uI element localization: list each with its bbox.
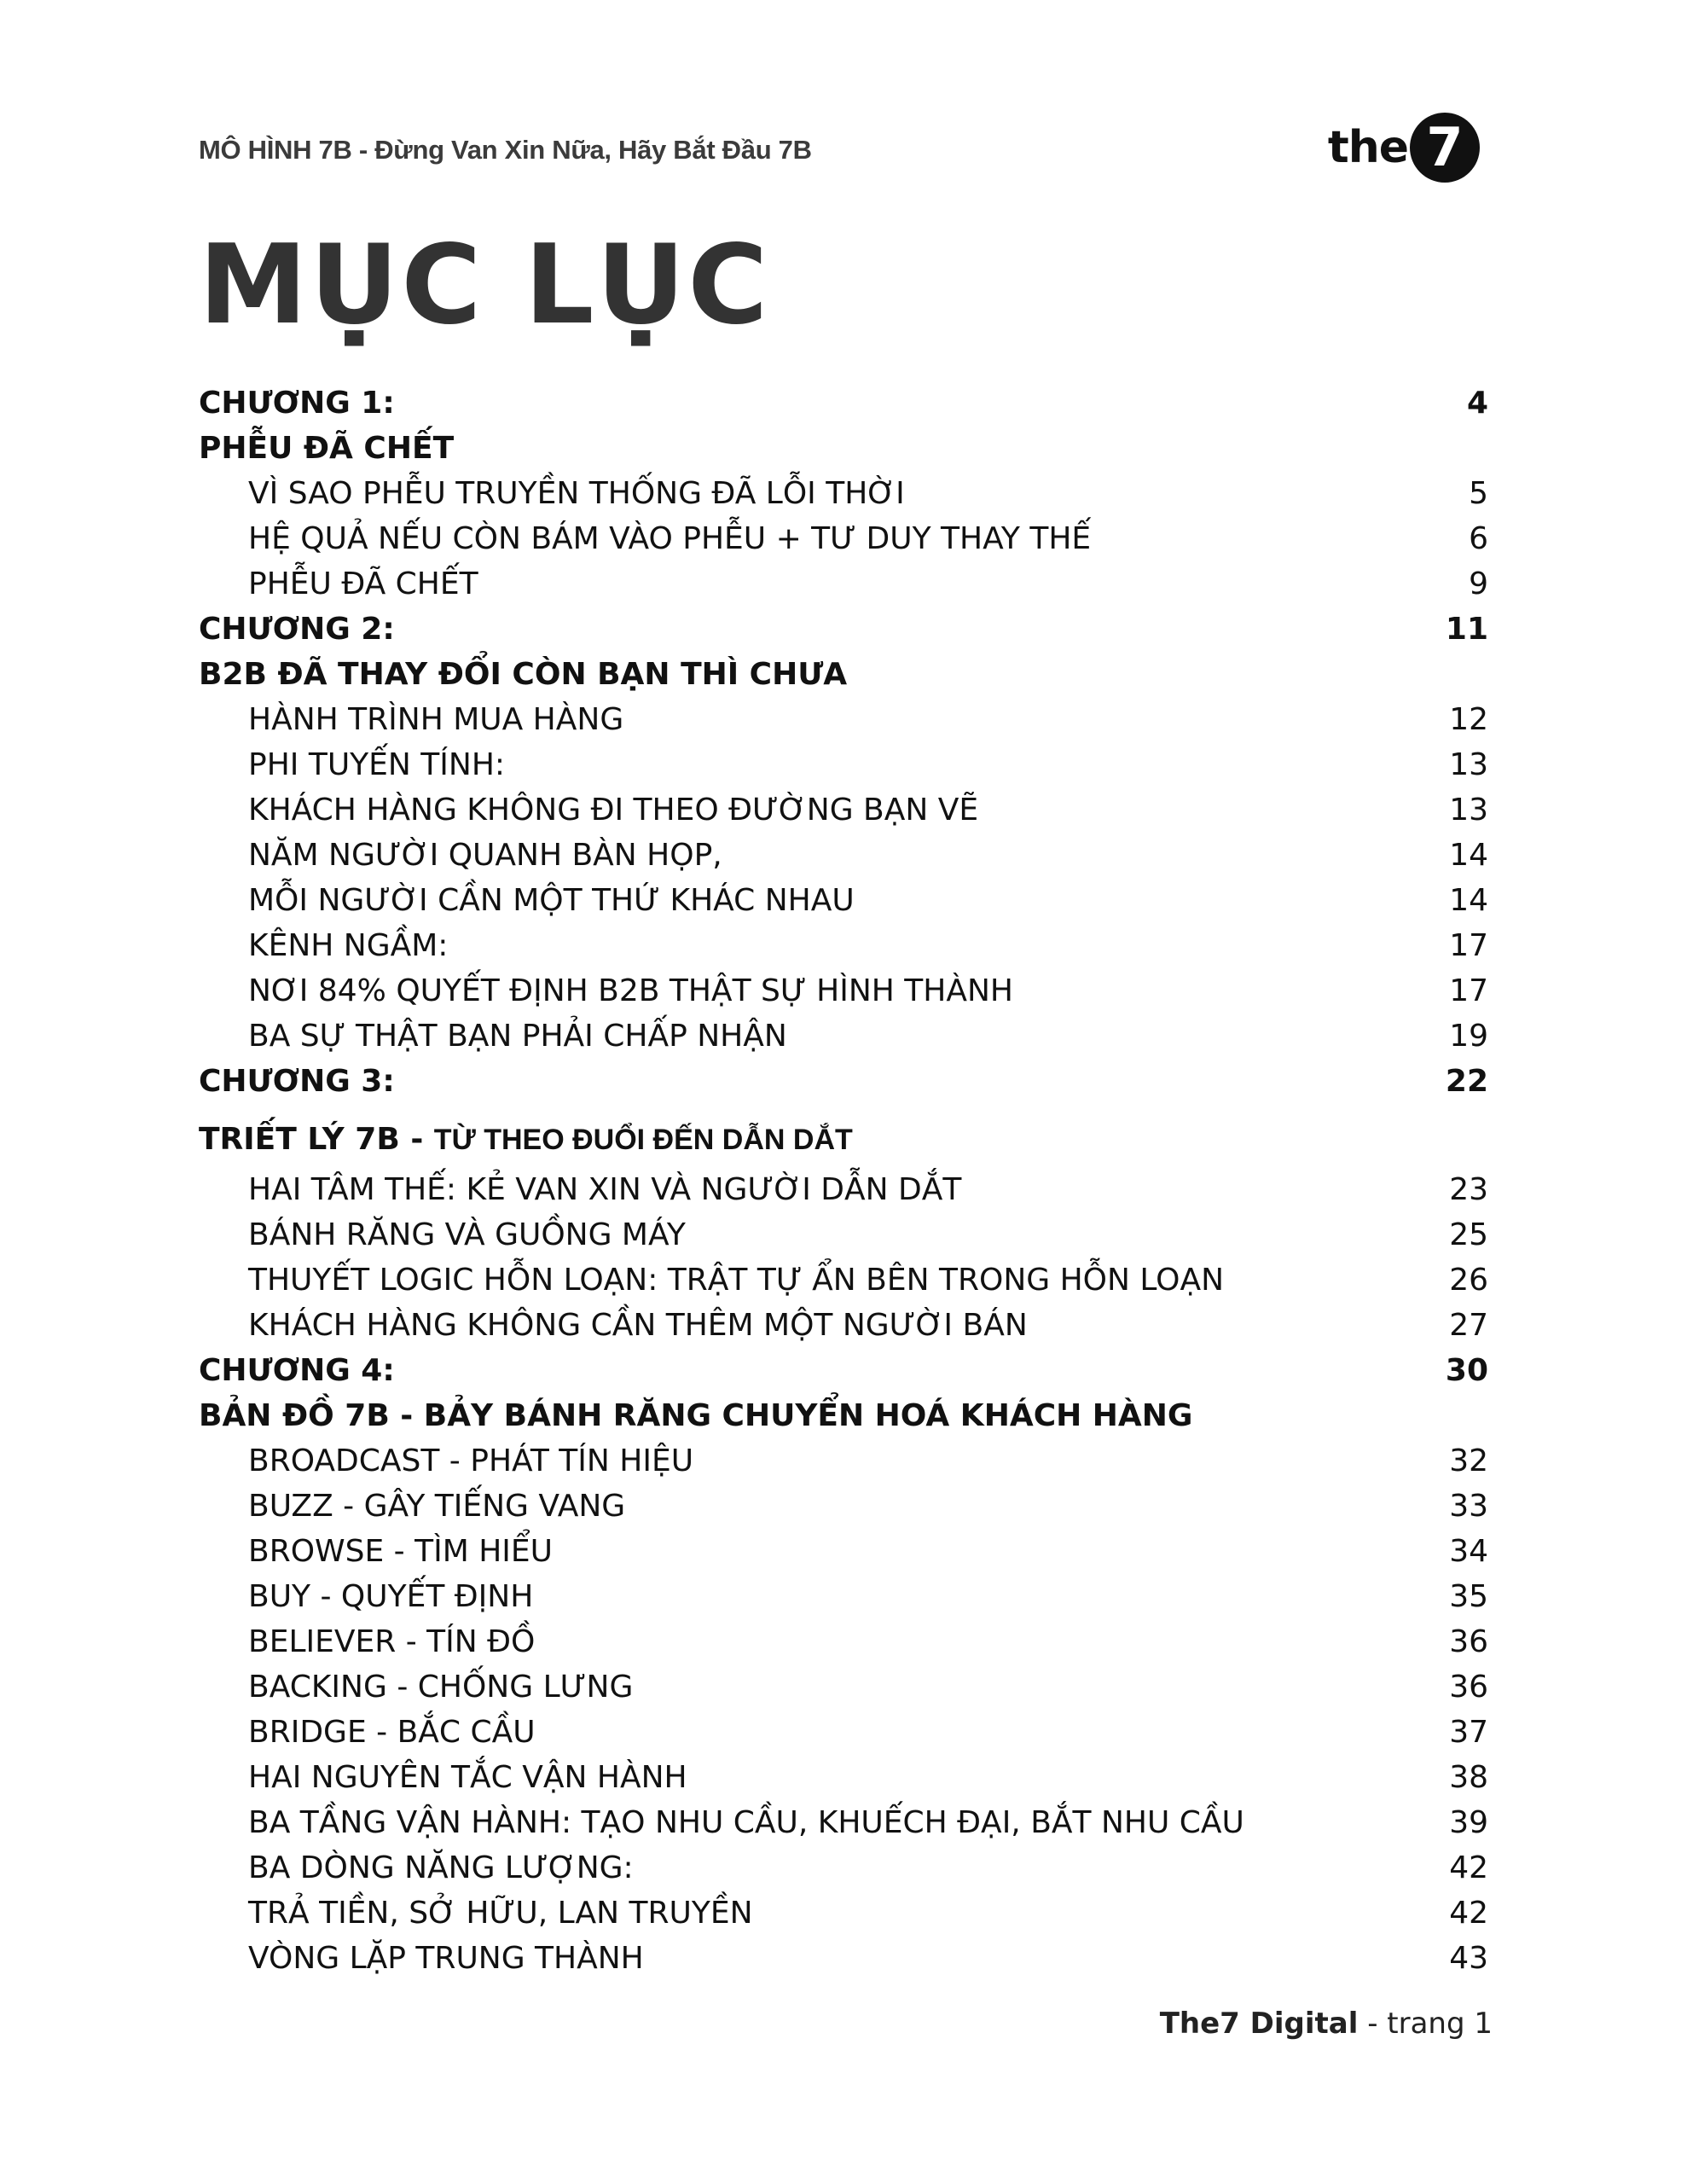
toc-page-number: 30 (1445, 1353, 1488, 1388)
toc-entry[interactable] (199, 1845, 1488, 1891)
toc-entry[interactable] (199, 516, 1488, 561)
toc-chapter-heading[interactable] (199, 1104, 1488, 1167)
toc-page-number: 38 (1449, 1760, 1488, 1795)
toc-page-number: 37 (1449, 1715, 1488, 1750)
toc-page-number: 39 (1449, 1805, 1488, 1840)
toc-label: NĂM NGƯỜI QUANH BÀN HỌP, (248, 838, 722, 873)
toc-page-number: 14 (1449, 883, 1488, 918)
toc-entry[interactable] (199, 833, 1488, 878)
toc-entry[interactable] (199, 1710, 1488, 1755)
toc-entry[interactable] (199, 1800, 1488, 1845)
toc-label: PHỄU ĐÃ CHẾT (248, 566, 478, 601)
toc-page-number: 35 (1449, 1579, 1488, 1614)
toc-label: CHƯƠNG 4: (199, 1353, 395, 1388)
toc-page-number: 13 (1449, 747, 1488, 782)
toc-page-number: 25 (1449, 1217, 1488, 1252)
toc-label: BUY - QUYẾT ĐỊNH (248, 1579, 534, 1614)
toc-label-part: TRIẾT LÝ 7B (199, 1121, 400, 1157)
toc-entry[interactable] (199, 742, 1488, 787)
toc-chapter-heading[interactable] (199, 1393, 1488, 1438)
toc-label: CHƯƠNG 3: (199, 1064, 395, 1099)
toc-page-number: 36 (1449, 1624, 1488, 1659)
toc-entry[interactable] (199, 1891, 1488, 1936)
toc-label: BA DÒNG NĂNG LƯỢNG: (248, 1850, 634, 1885)
toc-page-number: 19 (1449, 1019, 1488, 1054)
toc-entry[interactable] (199, 471, 1488, 516)
toc-entry[interactable] (199, 561, 1488, 607)
toc-entry[interactable] (199, 1303, 1488, 1348)
toc-label: B2B ĐÃ THAY ĐỔI CÒN BẠN THÌ CHƯA (199, 657, 848, 692)
toc-label: BA TẦNG VẬN HÀNH: TẠO NHU CẦU, KHUẾCH ĐẠI, BẮT NHU CẦU (248, 1805, 1244, 1840)
toc-entry[interactable] (199, 1936, 1488, 1981)
toc-page-number: 43 (1449, 1941, 1488, 1976)
toc-label-part: TỪ THEO ĐUỔI ĐẾN DẪN DẮT (433, 1123, 853, 1156)
toc-chapter-3[interactable] (199, 1059, 1488, 1104)
toc-entry[interactable] (199, 923, 1488, 968)
toc-entry[interactable] (199, 1529, 1488, 1574)
toc-label: HAI NGUYÊN TẮC VẬN HÀNH (248, 1760, 687, 1795)
page-header (199, 116, 1488, 220)
toc-entry[interactable] (199, 1212, 1488, 1258)
page-title: MỤC LỤC (199, 222, 771, 349)
toc-label: VÒNG LẶP TRUNG THÀNH (248, 1941, 644, 1976)
toc-entry[interactable] (199, 1167, 1488, 1212)
toc-label: BUZZ - GÂY TIẾNG VANG (248, 1489, 626, 1524)
toc-chapter-heading[interactable] (199, 426, 1488, 471)
toc-entry[interactable] (199, 1438, 1488, 1484)
toc-page-number: 23 (1449, 1172, 1488, 1207)
toc-chapter-1[interactable] (199, 380, 1488, 426)
toc-entry[interactable] (199, 697, 1488, 742)
toc-label: PHỄU ĐÃ CHẾT (199, 431, 455, 466)
toc-label: BA SỰ THẬT BẠN PHẢI CHẤP NHẬN (248, 1019, 787, 1054)
toc-page-number: 11 (1445, 612, 1488, 647)
toc-label: KHÁCH HÀNG KHÔNG CẦN THÊM MỘT NGƯỜI BÁN (248, 1308, 1028, 1343)
toc-entry[interactable] (199, 1755, 1488, 1800)
toc-entry[interactable] (199, 1014, 1488, 1059)
logo-badge (1410, 113, 1480, 183)
toc-chapter-2[interactable] (199, 607, 1488, 652)
toc-label: BROWSE - TÌM HIỂU (248, 1534, 554, 1569)
document-title: MÔ HÌNH 7B - Đừng Van Xin Nữa, Hãy Bắt Đầu 7B (199, 135, 812, 165)
toc-page-number: 42 (1449, 1896, 1488, 1931)
toc-label: BELIEVER - TÍN ĐỒ (248, 1624, 536, 1659)
toc-entry[interactable] (199, 1258, 1488, 1303)
toc-page-number: 13 (1449, 793, 1488, 828)
toc-page-number: 17 (1449, 928, 1488, 963)
toc-page-number: 17 (1449, 973, 1488, 1008)
toc-label: CHƯƠNG 2: (199, 612, 395, 647)
toc-label: THUYẾT LOGIC HỖN LOẠN: TRẬT TỰ ẨN BÊN TRONG HỖN LOẠN (248, 1263, 1225, 1298)
toc-page-number: 27 (1449, 1308, 1488, 1343)
toc-label: NƠI 84% QUYẾT ĐỊNH B2B THẬT SỰ HÌNH THÀNH (248, 973, 1013, 1008)
toc-chapter-heading[interactable] (199, 652, 1488, 697)
toc-entry[interactable] (199, 968, 1488, 1014)
toc-label: TRẢ TIỀN, SỞ HỮU, LAN TRUYỀN (248, 1896, 753, 1931)
logo-text: the (1327, 122, 1408, 173)
toc-page-number: 34 (1449, 1534, 1488, 1569)
toc-page-number: 4 (1466, 386, 1488, 421)
toc-label-dash: - (399, 1121, 434, 1157)
toc-label: HÀNH TRÌNH MUA HÀNG (248, 702, 624, 737)
footer-page-number: - trang 1 (1358, 2007, 1493, 2041)
toc-page-number: 14 (1449, 838, 1488, 873)
toc-entry[interactable] (199, 1484, 1488, 1529)
toc-page-number: 9 (1469, 566, 1488, 601)
toc-chapter-4[interactable] (199, 1348, 1488, 1393)
toc-label (199, 1122, 853, 1157)
toc-label: BẢN ĐỒ 7B - BẢY BÁNH RĂNG CHUYỂN HOÁ KHÁCH HÀNG (199, 1398, 1193, 1433)
toc-page-number: 6 (1469, 521, 1488, 556)
toc-label: BÁNH RĂNG VÀ GUỒNG MÁY (248, 1217, 686, 1252)
logo-number: 7 (1426, 116, 1464, 178)
toc-label: HAI TÂM THẾ: KẺ VAN XIN VÀ NGƯỜI DẪN DẮT (248, 1172, 962, 1207)
toc-label: MỖI NGƯỜI CẦN MỘT THỨ KHÁC NHAU (248, 883, 855, 918)
toc-label: BRIDGE - BẮC CẦU (248, 1715, 536, 1750)
toc-entry[interactable] (199, 787, 1488, 833)
toc-page-number: 36 (1449, 1670, 1488, 1705)
toc-page-number: 5 (1469, 476, 1488, 511)
toc-label: BROADCAST - PHÁT TÍN HIỆU (248, 1443, 694, 1478)
toc-entry[interactable] (199, 1664, 1488, 1710)
toc-page-number: 22 (1445, 1064, 1488, 1099)
toc-entry[interactable] (199, 1574, 1488, 1619)
footer-brand: The7 Digital (1159, 2007, 1359, 2041)
the7-logo (1328, 109, 1480, 186)
toc-entry[interactable] (199, 1619, 1488, 1664)
toc-page-number: 33 (1449, 1489, 1488, 1524)
toc-label: VÌ SAO PHỄU TRUYỀN THỐNG ĐÃ LỖI THỜI (248, 476, 905, 511)
toc-label: PHI TUYẾN TÍNH: (248, 747, 506, 782)
toc-label: HỆ QUẢ NẾU CÒN BÁM VÀO PHỄU + TƯ DUY THAY THẾ (248, 521, 1092, 556)
toc-page-number: 12 (1449, 702, 1488, 737)
page-footer (1160, 2007, 1493, 2041)
toc-label: BACKING - CHỐNG LƯNG (248, 1670, 634, 1705)
toc-label: KHÁCH HÀNG KHÔNG ĐI THEO ĐƯỜNG BẠN VẼ (248, 793, 979, 828)
toc-entry[interactable] (199, 878, 1488, 923)
table-of-contents (199, 380, 1488, 1981)
toc-page-number: 42 (1449, 1850, 1488, 1885)
toc-page-number: 32 (1449, 1443, 1488, 1478)
toc-label: CHƯƠNG 1: (199, 386, 395, 421)
toc-label: KÊNH NGẦM: (248, 928, 449, 963)
toc-page-number: 26 (1449, 1263, 1488, 1298)
